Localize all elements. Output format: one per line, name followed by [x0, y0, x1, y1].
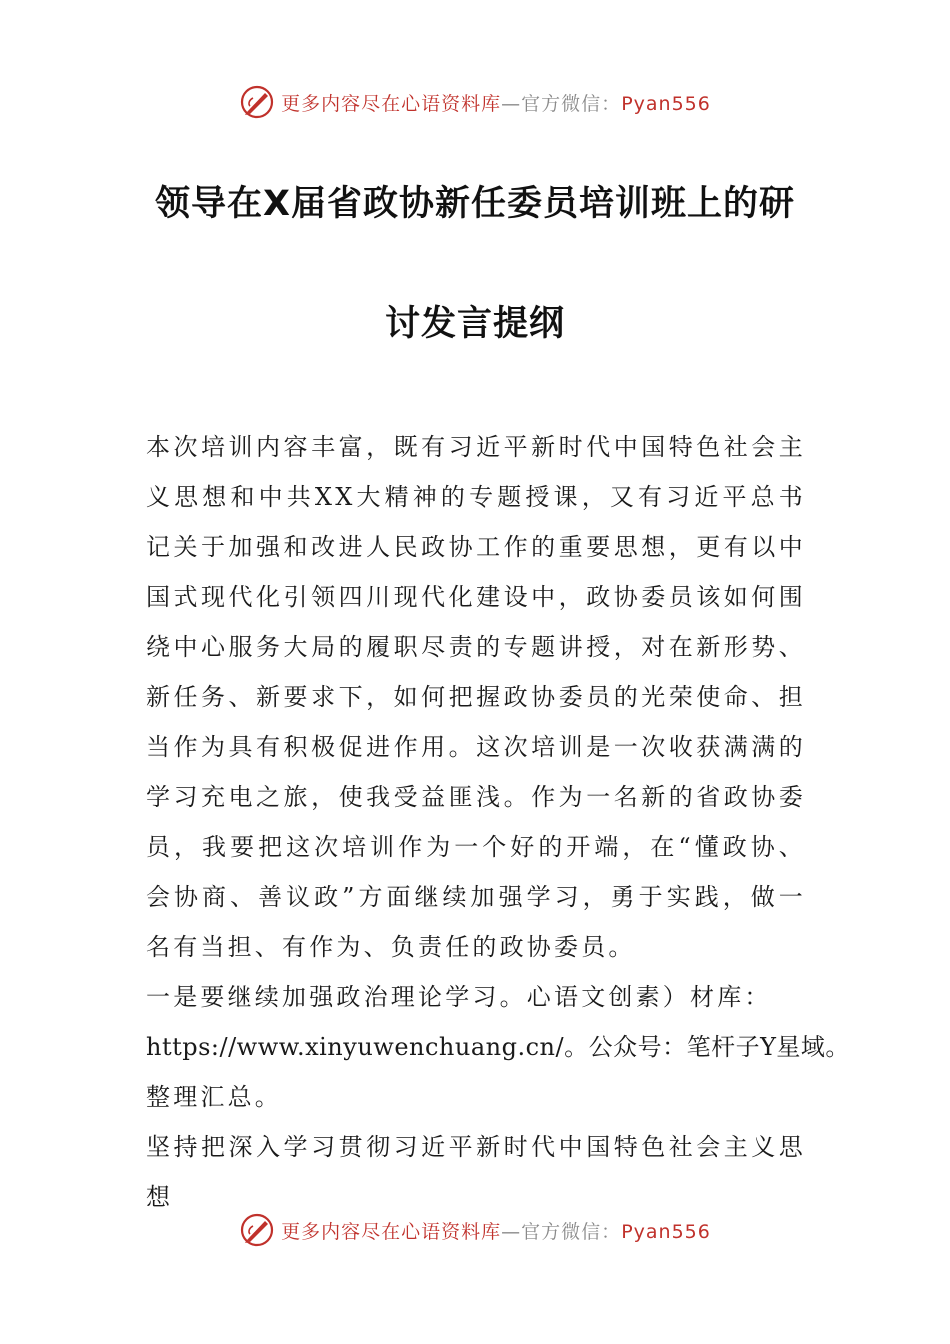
footer-banner [0, 1208, 950, 1252]
banner-wechat-label: 官方微信： [521, 92, 622, 115]
paragraph-point-one-continued: 坚持把深入学习贯彻习近平新时代中国特色社会主义思想 [146, 1133, 806, 1211]
document-body [146, 422, 850, 1222]
banner-dash: — [501, 1220, 522, 1243]
banner-dash: — [501, 92, 522, 115]
banner-account: Pyan556 [621, 1220, 711, 1243]
header-banner [0, 80, 950, 124]
banner-main-text: 更多内容尽在心语资料库 [281, 1220, 502, 1243]
document-title-line-2: 讨发言提纲 [384, 304, 565, 344]
paragraph-point-one-line-1: 一是要继续加强政治理论学习。心语文创素）材库： [146, 983, 772, 1011]
banner-account: Pyan556 [621, 92, 711, 115]
paragraph-point-one-line-2: https://www.xinyuwenchuang.cn/。公众号：笔杆子Y星域。 [146, 1033, 850, 1061]
pen-logo-icon [239, 1212, 275, 1248]
banner-wechat-label: 官方微信： [521, 1220, 622, 1243]
document-title-line-1: 领导在X届省政协新任委员培训班上的研 [155, 184, 795, 224]
banner-main-text: 更多内容尽在心语资料库 [281, 92, 502, 115]
paragraph-point-one-line-3: 整理汇总。 [146, 1083, 282, 1111]
paragraph-intro: 本次培训内容丰富，既有习近平新时代中国特色社会主义思想和中共XX大精神的专题授课，又有习近平总书记关于加强和改进人民政协工作的重要思想，更有以中国式现代化引领四川现代化建设中，政协委员该如何围绕中心服务大局的履职尽责的专题讲授，对在新形势、新任务、新要求下，如何把握政协委员的光荣使命、担当作为具有积极促进作用。这次培训是一次收获满满的学习充电之旅，使我受益匪浅。作为一名新的省政协委员，我要把这次培训作为一个好的开端，在“懂政协、会协商、善议政”方面继续加强学习，勇于实践，做一名有当担、有作为、负责任的政协委员。 [146, 433, 806, 961]
banner-text [281, 1217, 711, 1244]
pen-logo-icon [239, 84, 275, 120]
banner-text [281, 89, 711, 116]
